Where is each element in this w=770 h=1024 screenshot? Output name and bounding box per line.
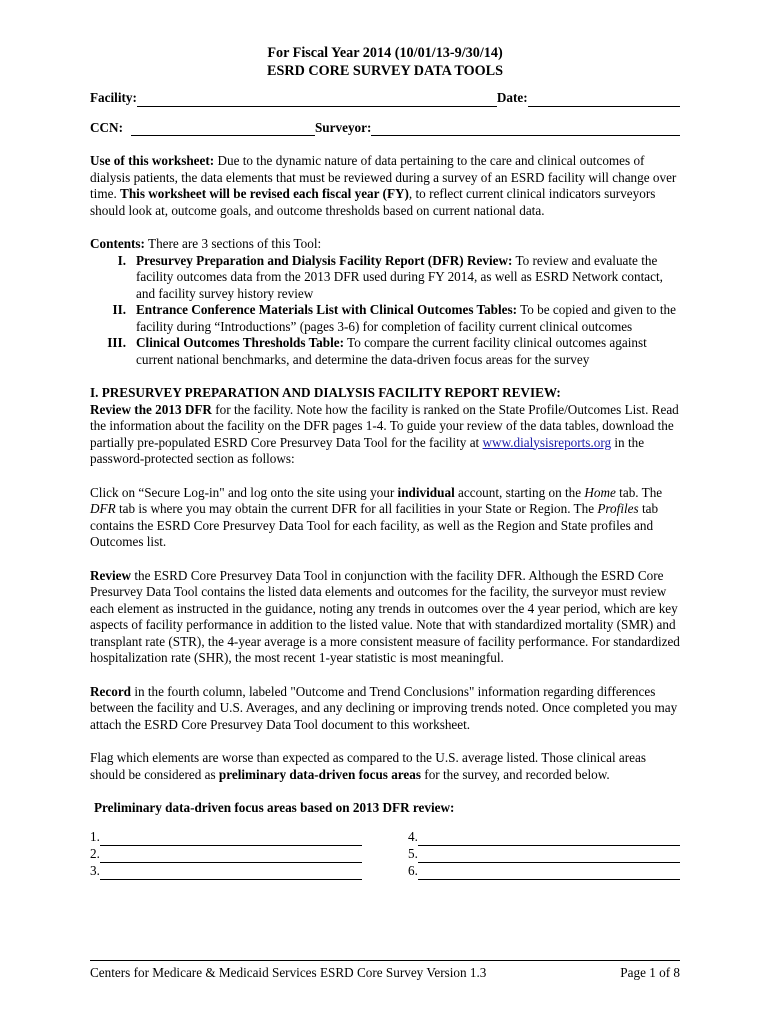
review-dfr-paragraph — [90, 402, 680, 468]
document-page — [90, 40, 680, 880]
review2-text: the ESRD Core Presurvey Data Tool in conjunction with the facility DFR. Although the ESRD Core Presurvey Data Tool contains the listed data elements and outcomes for the facility, the surveyor must review each element as instructed in the guidance, noting any trends in outcomes over the 4 year period, which are key aspects of facility performance in addition to the listed value. Note that with standardized mortality (SMR) and transplant rate (STR), the 4-year average is a more consistent measure of facility performance. For standardized hospitalization rate (SHR), the most recent 1-year statistic is most meaningful. — [90, 567, 680, 665]
dialysisreports-link[interactable]: www.dialysisreports.org — [482, 434, 612, 450]
page-title-fiscal-year: For Fiscal Year 2014 (10/01/13-9/30/14) — [267, 45, 503, 61]
contents-item-text: To be copied and given to the facility during “Introductions” (pages 3-6) for completion of facility current clinical outcomes — [136, 302, 676, 334]
ccn-surveyor-row — [90, 120, 680, 137]
use-lead: Use of this worksheet: — [90, 153, 215, 168]
focus-area-field[interactable] — [100, 867, 362, 880]
contents-item-number: I. — [117, 252, 126, 268]
contents-item-title: Entrance Conference Materials List with Clinical Outcomes Tables: — [136, 302, 518, 317]
contents-item-text: To compare the current facility clinical outcomes against current national benchmarks, and determine the data-driven focus areas for the survey — [136, 335, 647, 367]
focus-areas-heading: Preliminary data-driven focus areas based on 2013 DFR review: — [94, 800, 455, 815]
review-tool-paragraph — [90, 568, 680, 667]
flag-bold: preliminary data-driven focus areas — [218, 766, 421, 782]
flag-paragraph: Flag which elements are worse than expected as compared to the U.S. average listed. Those clinical areas should be considered as preliminary data-driven focus areas for the survey, and recorded below. — [90, 750, 646, 782]
focus-area-item: 5. — [408, 846, 680, 863]
date-field[interactable] — [528, 93, 680, 107]
focus-area-field[interactable] — [418, 833, 680, 846]
focus-area-item: 6. — [408, 863, 680, 880]
contents-intro-text: There are 3 sections of this Tool: — [144, 236, 322, 251]
focus-area-field[interactable] — [100, 850, 362, 863]
ccn-field[interactable] — [131, 122, 315, 136]
review-lead: Review the 2013 DFR — [90, 401, 212, 417]
review2-lead: Review — [90, 567, 132, 583]
facility-label: Facility: — [90, 90, 137, 105]
contents-item-title: Presurvey Preparation and Dialysis Facility Report (DFR) Review: — [136, 252, 513, 268]
contents-item-number: II. — [112, 302, 126, 317]
record-paragraph — [90, 684, 680, 734]
review-text: for the facility. Note how the facility is ranked on the State Profile/Outcomes List. Read the information about the facility on the DFR pages 1-4. To guide your review of the data tables, download the partially pre-populated ESRD Core Presurvey Data Tool for the facility at — [90, 401, 679, 450]
focus-areas-grid — [90, 829, 680, 880]
page-title: ESRD CORE SURVEY DATA TOOLS — [266, 63, 504, 79]
use-text-2: , to reflect current clinical indicators surveyors should look at, outcome goals, and outcome thresholds based on current national data. — [90, 186, 656, 218]
section-heading: I. PRESURVEY PREPARATION AND DIALYSIS FACILITY REPORT REVIEW: — [90, 385, 561, 400]
use-of-worksheet-paragraph — [90, 153, 680, 219]
surveyor-label: Surveyor: — [314, 119, 372, 135]
use-text-1: Due to the dynamic nature of data pertaining to the care and clinical outcomes of dialysis patients, the data elements that must be reviewed during a survey of an ESRD facility will change over time. — [90, 153, 677, 201]
contents-item — [90, 253, 680, 303]
contents-item — [90, 302, 680, 335]
ccn-label: CCN: — [90, 119, 123, 135]
footer-left: Centers for Medicare & Medicaid Services ESRD Core Survey Version 1.3 — [90, 965, 487, 980]
contents-list — [90, 253, 680, 369]
review-tail: in the password-protected section as follows: — [90, 434, 645, 466]
focus-areas-left — [90, 829, 362, 880]
record-text: in the fourth column, labeled "Outcome and Trend Conclusions" information regarding differences between the facility and U.S. Averages, and any declining or improving trends noted. Once completed you may attach the ESRD Core Presurvey Data Tool document to this worksheet. — [90, 683, 678, 732]
contents-item-text: To review and evaluate the facility outcomes data from the 2013 DFR used during FY 2014, as well as ESRD Network contact, and facility survey history review — [136, 252, 663, 301]
facility-field[interactable] — [137, 93, 497, 107]
page-footer — [90, 960, 680, 982]
contents-item-number: III. — [107, 335, 126, 350]
contents-item — [90, 335, 680, 368]
focus-area-item: 3. — [90, 863, 362, 880]
contents-lead: Contents: — [90, 236, 145, 251]
date-label: Date: — [496, 90, 528, 105]
page-number: Page 1 of 8 — [620, 965, 680, 980]
surveyor-field[interactable] — [371, 122, 680, 136]
use-bold: This worksheet will be revised each fiscal year (FY) — [120, 186, 409, 201]
contents-intro — [90, 236, 680, 253]
facility-date-row — [90, 90, 680, 107]
record-lead: Record — [90, 683, 132, 699]
focus-area-item: 2. — [90, 846, 362, 863]
login-instructions-paragraph: Click on “Secure Log-in" and log onto the site using your individual account, starting on the Home tab. The DFR tab is where you may obtain the current DFR for all facilities in your State or Region. The Profiles tab contains the ESRD Core Presurvey Data Tool for each facility, as well as the Region and State profiles and Outcomes list. — [90, 484, 663, 549]
focus-area-field[interactable] — [418, 867, 680, 880]
focus-area-item: 4. — [408, 829, 680, 846]
focus-area-field[interactable] — [418, 850, 680, 863]
focus-area-item: 1. — [90, 829, 362, 846]
focus-area-field[interactable] — [100, 833, 362, 846]
contents-item-title: Clinical Outcomes Thresholds Table: — [136, 335, 344, 350]
focus-areas-right — [408, 829, 680, 880]
